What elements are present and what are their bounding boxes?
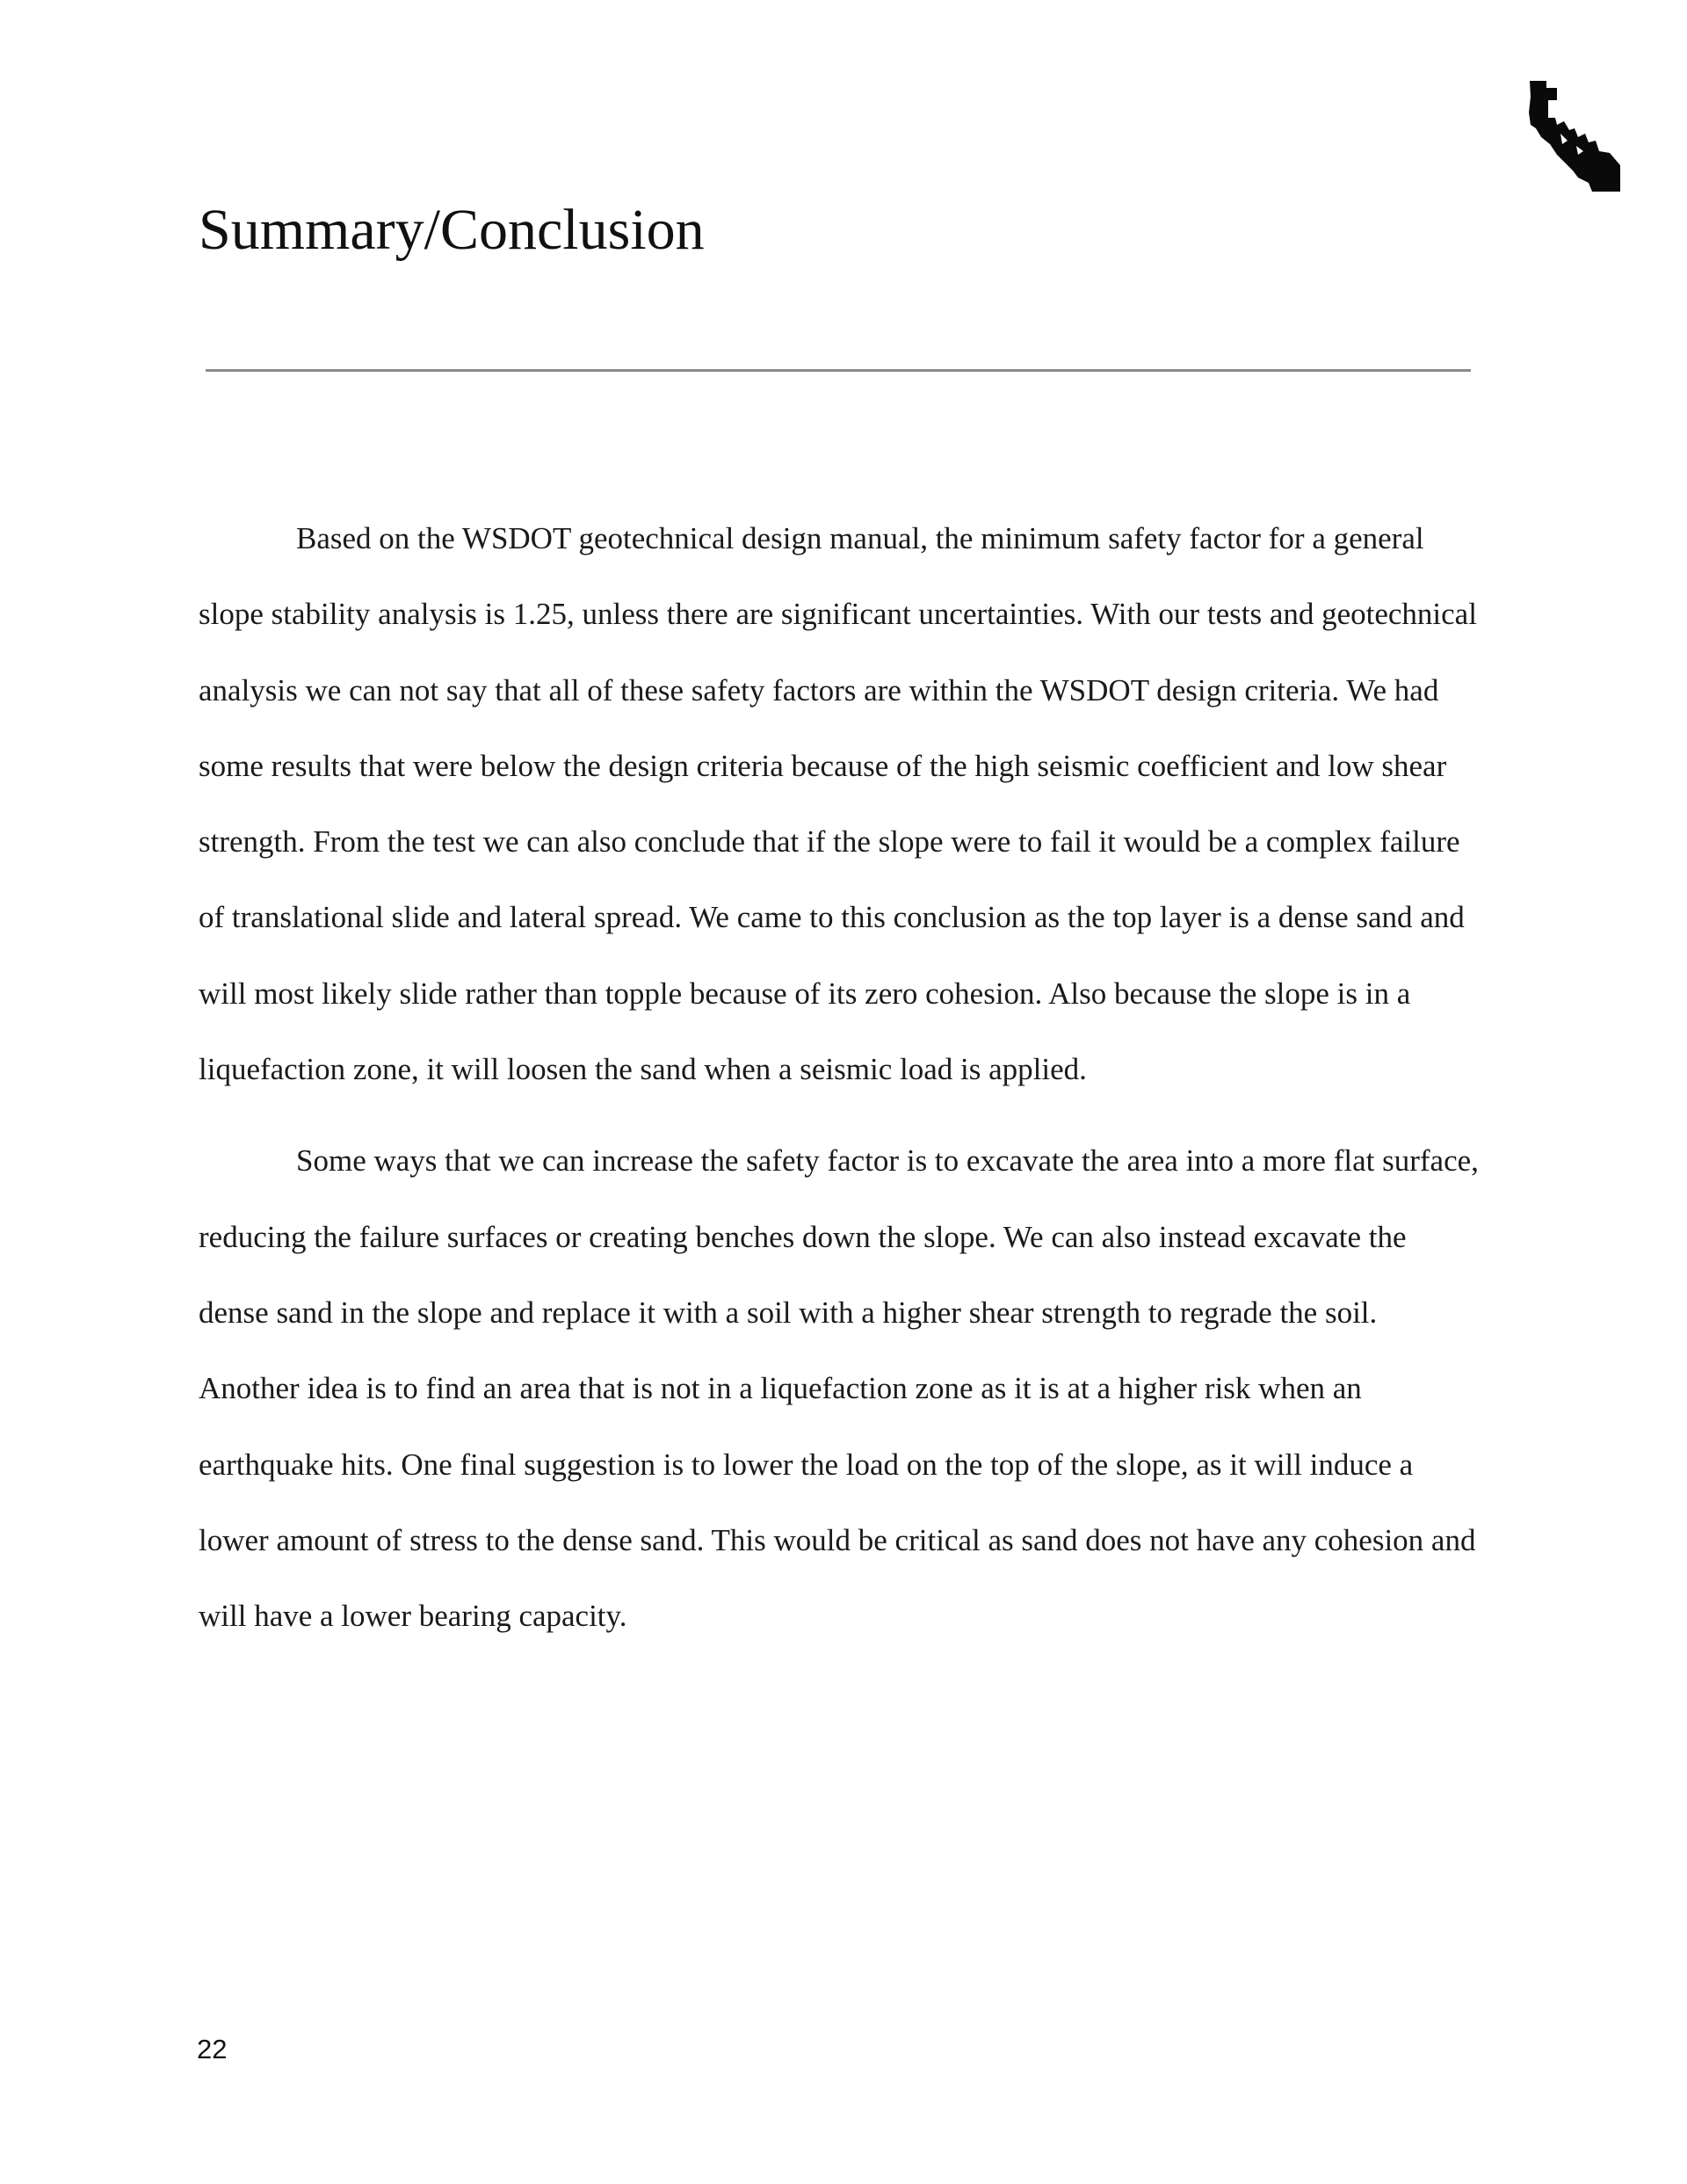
page-number: 22 bbox=[197, 2034, 228, 2064]
body-text bbox=[199, 501, 1481, 1654]
page-title: Summary/Conclusion bbox=[199, 198, 705, 262]
paragraph: Some ways that we can increase the safety factor is to excavate the area into a more flat surface, reducing the failure surfaces or creating benches down the slope. We can also instead excavate the dense sand in the slope and replace it with a soil with a higher shear strength to regrade the soil. Another idea is to find an area that is not in a liquefaction zone as it is at a higher risk when an earthquake hits. One final suggestion is to lower the load on the top of the slope, as it will induce a lower amount of stress to the dense sand. This would be critical as sand does not have any cohesion and will have a lower bearing capacity. bbox=[199, 1143, 1479, 1634]
paragraph: Based on the WSDOT geotechnical design manual, the minimum safety factor for a general slope stability analysis is 1.25, unless there are significant uncertainties. With our tests and geotechnical analysis we can not say that all of these safety factors are within the WSDOT design criteria. We had some results that were below the design criteria because of the high seismic coefficient and low shear strength. From the test we can also conclude that if the slope were to fail it would be a complex failure of translational slide and lateral spread. We came to this conclusion as the top layer is a dense sand and will most likely slide rather than topple because of its zero cohesion. Also because the slope is in a liquefaction zone, it will loosen the sand when a seismic load is applied. bbox=[199, 521, 1477, 1087]
title-divider bbox=[206, 369, 1471, 372]
california-state-outline-icon bbox=[1527, 79, 1624, 193]
